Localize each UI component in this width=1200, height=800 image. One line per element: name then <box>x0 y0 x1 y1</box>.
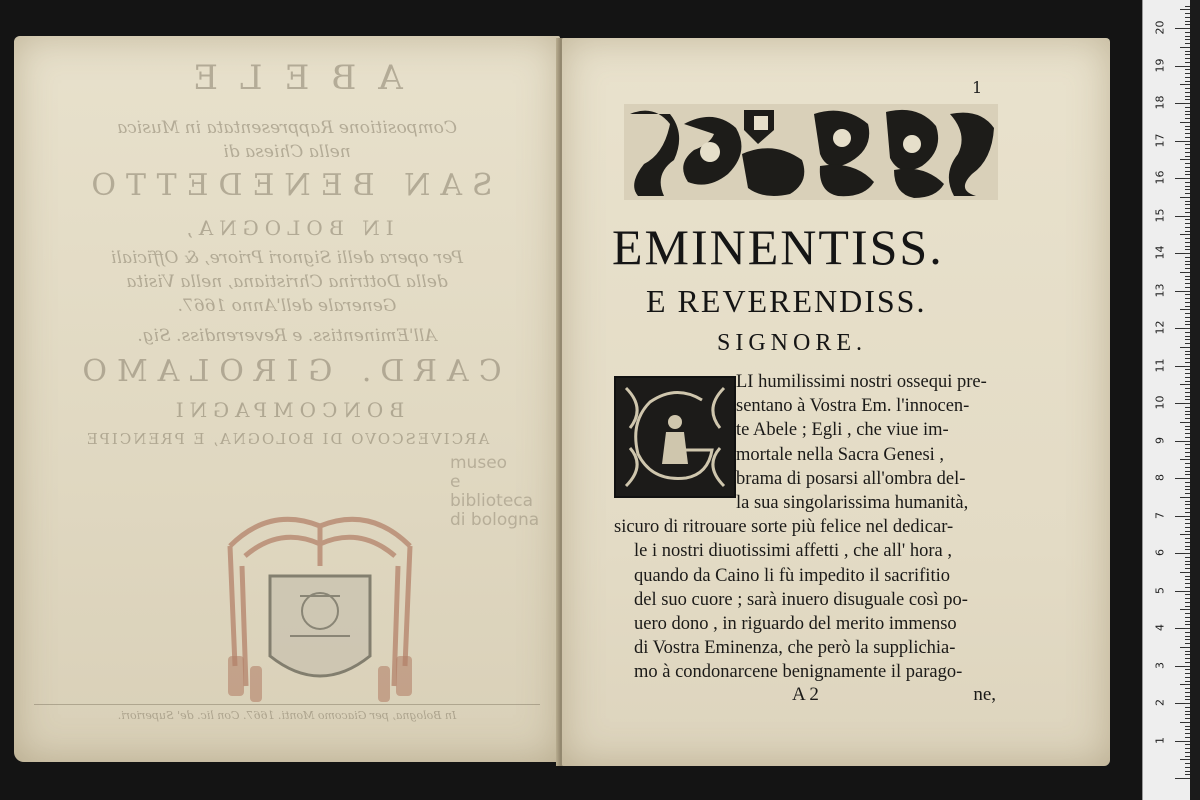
dedication-heading-line-2: E REVERENDISS. <box>646 283 927 319</box>
ruler-label: 13 <box>1153 283 1167 297</box>
left-page <box>14 36 560 762</box>
ruler-tick <box>1175 103 1191 104</box>
ruler-label: 15 <box>1153 208 1167 222</box>
body-line: sentano à Vostra Em. l'innocen- <box>736 396 970 417</box>
ghost-line: IN BOLOGNA, <box>180 216 394 240</box>
ghost-line: BONCOMPAGNI <box>169 398 405 422</box>
page-number: 1 <box>972 78 983 97</box>
ruler-tick <box>1175 178 1191 179</box>
measuring-ruler <box>1142 0 1191 800</box>
signature-mark: A 2 <box>792 684 819 705</box>
watermark-line: biblioteca <box>450 491 534 511</box>
ruler-tick <box>1175 478 1191 479</box>
body-line: uero dono , in riguardo del merito immenso <box>634 614 957 635</box>
ruler-label: 18 <box>1153 95 1167 110</box>
body-line: LI humilissimi nostri ossequi pre- <box>736 372 987 392</box>
watermark-line: di bologna <box>450 510 540 530</box>
ghost-line: ARCIVESCOVO DI BOLOGNA, E PRENCIPE <box>84 430 490 448</box>
ruler-tick <box>1175 666 1191 667</box>
ruler-label: 11 <box>1153 358 1167 372</box>
dedication-heading-line-1: EMINENTISS. <box>612 219 944 275</box>
ghost-line: Per opera delli Signori Priore, & Officiali <box>110 248 464 268</box>
body-line: mortale nella Sacra Genesi , <box>736 444 945 465</box>
body-line: brama di posarsi all'ombra del- <box>736 468 966 489</box>
ruler-tick <box>1175 741 1191 742</box>
ruler-label: 10 <box>1153 395 1167 410</box>
ruler-tick <box>1175 778 1191 779</box>
watermark-line: e <box>450 472 461 492</box>
ghost-line: Generale dell'Anno 1667. <box>177 296 397 316</box>
ruler-label: 5 <box>1153 586 1167 594</box>
body-line: la sua singolarissima humanità, <box>736 493 969 514</box>
ruler-tick <box>1175 253 1191 254</box>
body-line: le i nostri diuotissimi affetti , che all' hora , <box>634 541 952 562</box>
ruler-tick <box>1175 703 1191 704</box>
ghost-line: CARD. GIROLAMO <box>72 354 502 389</box>
ghost-line: della Dottrina Christiana, nella Visita <box>126 272 448 292</box>
body-line: quando da Caino li fù impedito il sacrifitio <box>634 565 950 586</box>
ruler-tick <box>1175 628 1191 629</box>
ruler-tick <box>1175 66 1191 67</box>
ruler-label: 17 <box>1153 133 1167 147</box>
ruler-label: 20 <box>1153 20 1167 35</box>
ghost-imprint: In Bologna, per Giacomo Monti. 1667. Con lic. de' Superiori. <box>34 704 540 722</box>
ruler-tick <box>1175 328 1191 329</box>
ruler-edge <box>1190 0 1200 800</box>
ruler-tick <box>1175 291 1191 292</box>
ruler-label: 3 <box>1153 661 1167 669</box>
body-line: del suo cuore ; sarà inuero disuguale così po- <box>634 589 968 610</box>
ruler-tick <box>1175 591 1191 592</box>
ghost-line: Compositione Rappresentata in Musica <box>117 118 457 138</box>
ruler-label: 2 <box>1153 699 1167 706</box>
ruler-tick <box>1175 216 1191 217</box>
ruler-tick <box>1175 441 1191 442</box>
ruler-label: 19 <box>1153 58 1167 72</box>
ghost-line: All'Eminentiss. e Reverendiss. Sig. <box>137 326 437 346</box>
ruler-tick <box>1175 516 1191 517</box>
watermark-line: museo <box>450 453 508 473</box>
ruler-tick <box>1175 553 1191 554</box>
coat-of-arms-stamp <box>210 506 430 706</box>
body-line: te Abele ; Egli , che viue im- <box>736 420 949 441</box>
ruler-tick <box>1175 403 1191 404</box>
ruler-tick <box>1175 28 1191 29</box>
catchword: ne, <box>973 684 996 705</box>
ghost-line: SAN BENEDETTO <box>81 168 493 203</box>
ruler-label: 9 <box>1153 436 1167 444</box>
ruler-label: 6 <box>1153 549 1167 556</box>
ornamental-headpiece <box>624 104 998 200</box>
dedication-body <box>614 370 996 685</box>
ruler-label: 8 <box>1153 474 1167 481</box>
ruler-label: 16 <box>1153 170 1167 185</box>
ghost-line: nella Chiesa di <box>223 142 351 162</box>
ruler-label: 12 <box>1153 320 1167 335</box>
ruler-label: 7 <box>1153 511 1167 519</box>
ruler-label: 1 <box>1153 736 1167 744</box>
dedication-heading-line-3: SIGNORE. <box>717 330 868 356</box>
ruler-label: 14 <box>1153 245 1167 260</box>
ruler-tick <box>1175 366 1191 367</box>
ruler-tick <box>1175 141 1191 142</box>
body-line: di Vostra Eminenza, che però la supplichia- <box>634 638 956 659</box>
ruler-label: 4 <box>1153 624 1167 631</box>
ghost-title: ABELE <box>171 58 403 98</box>
body-line: sicuro di ritrouare sorte più felice nel dedicar- <box>614 517 954 538</box>
body-line: mo à condonarcene benignamente il parago- <box>634 662 963 683</box>
